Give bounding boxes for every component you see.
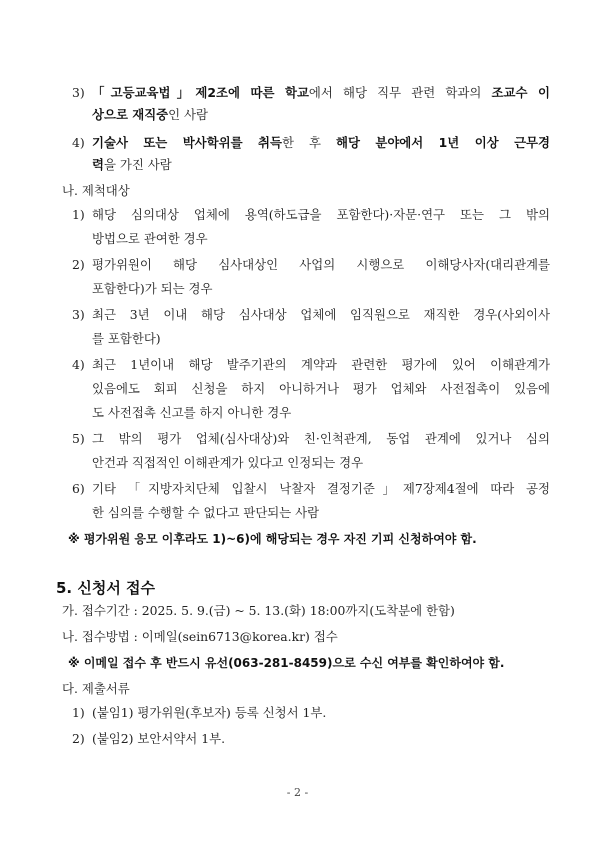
bold-run: 력 <box>92 157 104 172</box>
doc-1-text: (붙임1) 평가위원(후보자) 등록 신청서 1부. <box>92 705 327 720</box>
doc-2-text: (붙임2) 보안서약서 1부. <box>92 731 226 746</box>
excl-4-line1: 최근 1년이내 해당 발주기관의 계약과 관련한 평가에 있어 이해관계가 <box>92 357 550 372</box>
excl-5-line2: 안건과 직접적인 이해관계가 있다고 인정되는 경우 <box>92 455 364 470</box>
recusal-note: ※ 평가위원 응모 이후라도 1)~6)에 해당되는 경우 자진 기피 신청하여야 함. <box>68 532 477 546</box>
item-4-num: 4) <box>72 135 85 150</box>
exclusion-heading: 나. 제척대상 <box>62 183 130 198</box>
excl-2-num: 2) <box>72 257 85 272</box>
text-run: 인 사람 <box>168 107 208 122</box>
excl-6-num: 6) <box>72 481 85 496</box>
doc-2-num: 2) <box>72 731 85 746</box>
text-run: 한 후 <box>281 135 336 150</box>
item-3-line2 <box>92 107 208 123</box>
item-3-line1 <box>92 85 550 101</box>
excl-3-line2: 를 포함한다) <box>92 331 161 346</box>
excl-6-line1: 기타 「지방자치단체 입찰시 낙찰자 결정기준」제7장제4절에 따라 공정 <box>92 481 550 496</box>
reception-method: 나. 접수방법 : 이메일(sein6713@korea.kr) 접수 <box>62 629 338 644</box>
excl-5-line1: 그 밖의 평가 업체(심사대상)와 친·인척관계, 동업 관계에 있거나 심의 <box>92 431 550 446</box>
excl-4-line2: 있음에도 회피 신청을 하지 아니하거나 평가 업체와 사전접촉이 있음에 <box>92 381 550 396</box>
excl-4-num: 4) <box>72 357 85 372</box>
bold-run: 상으로 재직중 <box>92 107 169 122</box>
phone-confirm-note: ※ 이메일 접수 후 반드시 유선(063-281-8459)으로 수신 여부를 확인하여야 함. <box>68 656 505 670</box>
excl-3-num: 3) <box>72 307 85 322</box>
excl-6-line2: 한 심의를 수행할 수 없다고 판단되는 사람 <box>92 505 320 520</box>
reception-period: 가. 접수기간 : 2025. 5. 9.(금) ~ 5. 13.(화) 18:00까지(도착분에 한함) <box>62 603 455 618</box>
bold-run: 기술사 또는 박사학위를 취득 <box>92 135 282 150</box>
excl-3-line1: 최근 3년 이내 해당 심사대상 업체에 임직원으로 재직한 경우(사외이사 <box>92 307 550 322</box>
excl-2-line1: 평가위원이 해당 심사대상인 사업의 시행으로 이해당사자(대리관계를 <box>92 257 550 272</box>
section-5-title: 5. 신청서 접수 <box>56 579 156 597</box>
excl-5-num: 5) <box>72 431 85 446</box>
excl-1-line1: 해당 심의대상 업체에 용역(하도급을 포함한다)·자문·연구 또는 그 밖의 <box>92 207 550 222</box>
page-number: - 2 - <box>286 786 309 799</box>
item-3-num: 3) <box>72 85 85 100</box>
bold-run: 「고등교육법」제2조에 따른 학교 <box>92 85 309 100</box>
item-4-line1 <box>92 135 550 151</box>
excl-4-line3: 도 사전접촉 신고를 하지 아니한 경우 <box>92 405 292 420</box>
text-run: 에서 해당 직무 관련 학과의 <box>308 85 492 100</box>
documents-heading: 다. 제출서류 <box>62 681 130 696</box>
excl-1-num: 1) <box>72 207 85 222</box>
item-4-line2 <box>92 157 172 173</box>
excl-2-line2: 포함한다)가 되는 경우 <box>92 281 213 296</box>
text-run: 을 가진 사람 <box>103 157 172 172</box>
bold-run: 해당 분야에서 1년 이상 근무경 <box>336 135 550 150</box>
excl-1-line2: 방법으로 관여한 경우 <box>92 231 208 246</box>
doc-1-num: 1) <box>72 705 85 720</box>
bold-run: 조교수 이 <box>491 85 550 100</box>
